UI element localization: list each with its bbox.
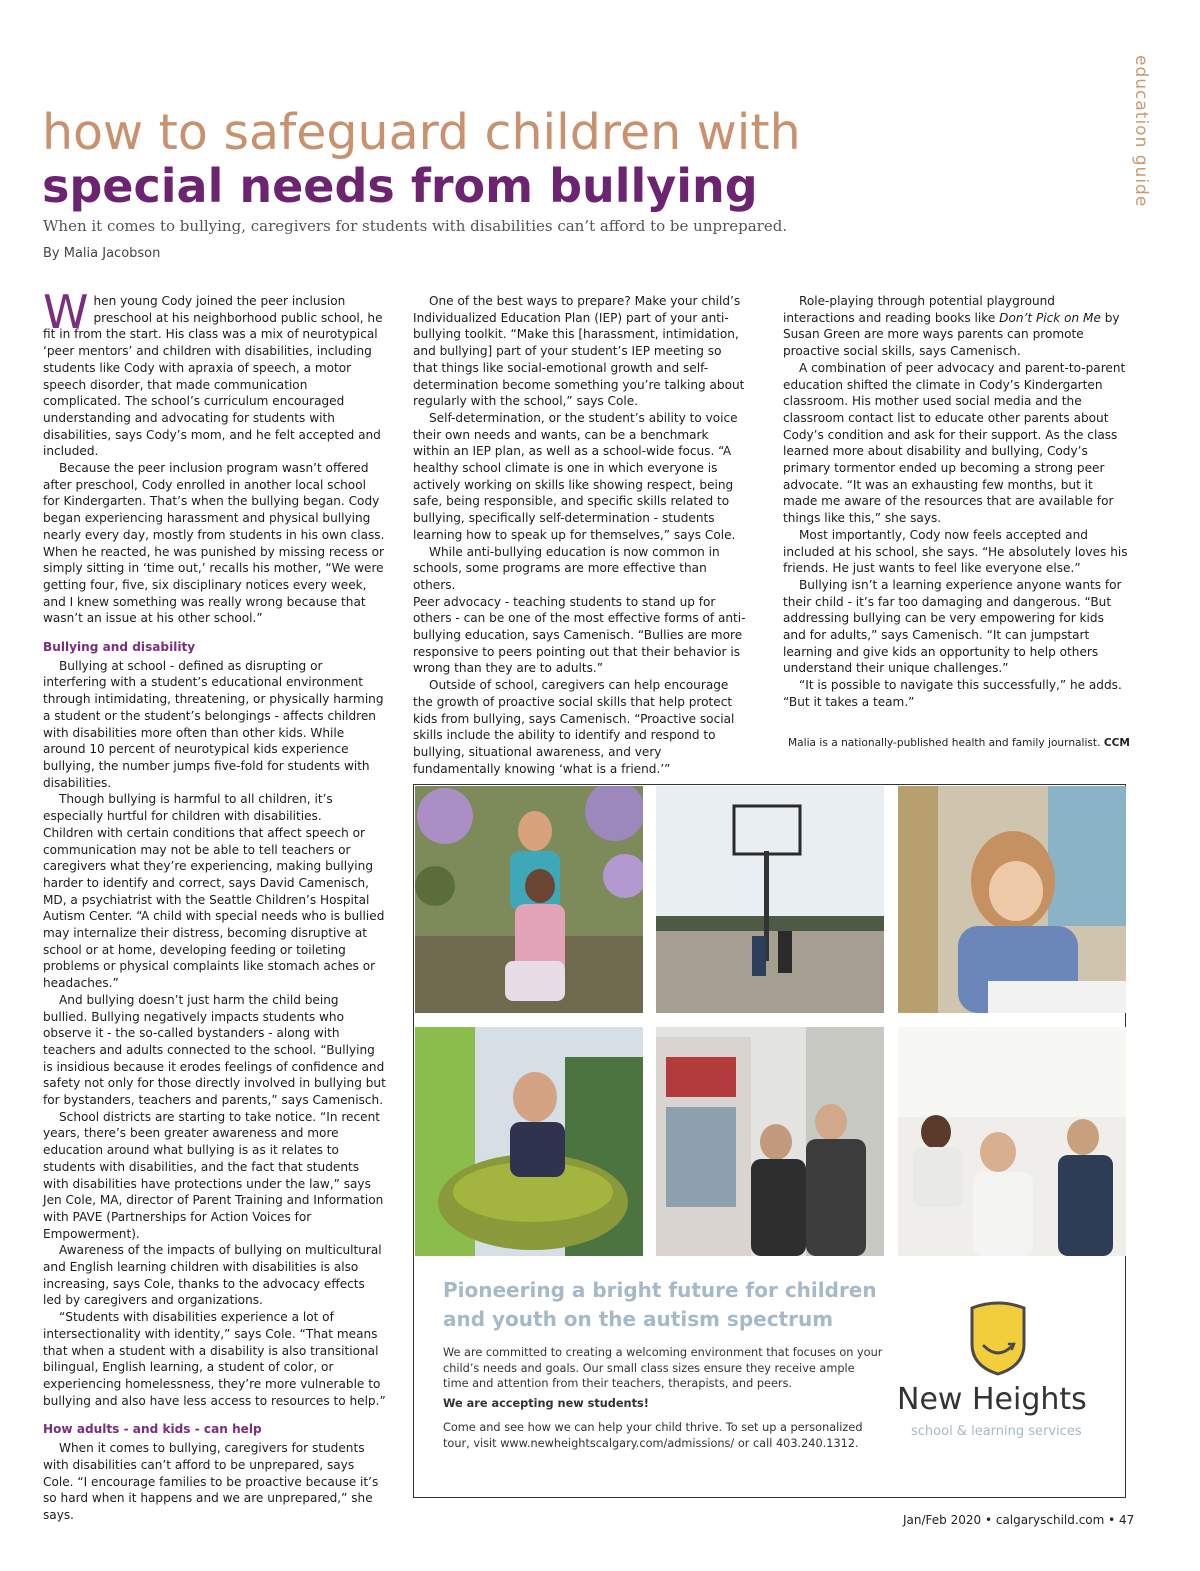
paragraph: Peer advocacy - teaching students to stand up for others - can be one of the most effective forms of anti-bullying education, says Camenisch. “Bullies are more responsive to peers pointing out that their behavior is wrong than they are to adults.” — [413, 594, 746, 676]
basketball-court-photo — [656, 786, 884, 1013]
article-column-3 — [783, 293, 1128, 711]
paragraph: While anti-bullying education is now common in schools, some programs are more effective than others. — [413, 544, 720, 592]
paragraph: Awareness of the impacts of bullying on multicultural and English learning children with disabilities is also increasing, says Cole, thanks to the advocacy effects led by caregivers and organizations. — [43, 1243, 382, 1308]
article-column-2 — [413, 293, 749, 777]
drop-cap: W — [43, 285, 89, 339]
ad-accepting-students: We are accepting new students! — [443, 1397, 649, 1410]
paragraph: One of the best ways to prepare? Make your child’s Individualized Education Plan (IEP) part of your anti-bullying toolkit. “Make this [harassment, intimidation, and bullying] part of your student’s IEP meeting so that things like social-emotional growth and self-determination become something you’re talking about regularly with the school,” says Cole. — [413, 294, 745, 409]
subheading-bullying-and-disability: Bullying and disability — [43, 640, 196, 655]
subheading-how-adults-can-help: How adults - and kids - can help — [43, 1422, 262, 1437]
paragraph: Most importantly, Cody now feels accepted and included at his school, she says. “He absolutely loves his friends. He just wants to feel like everyone else.” — [783, 527, 1128, 576]
page-footer: Jan/Feb 2020 • calgaryschild.com • 47 — [903, 1513, 1135, 1527]
paragraph: School districts are starting to take notice. “In recent years, there’s been greater awareness and more education around what bullying is as it relates to students with disabilities, and the fact that students with disabilities have protections under the law,” says Jen Cole, MA, director of Parent Training and Information with PAVE (Partnerships for Action Voices for Empowerment). — [43, 1109, 384, 1241]
article-title-line1: how to safeguard children with — [42, 104, 801, 161]
paragraph: Role-playing through potential playground interactions and reading books like Don’t Pick on Me by Susan Green are more ways parents can promote proactive social skills, says Camenisch. — [783, 294, 1120, 359]
paragraph: When young Cody joined the peer inclusion preschool at his neighborhood public school, he fit in from the start. His class was a mix of neurotypical ‘peer mentors’ and children with disabilities, including students like Cody with apraxia of speech, a motor speech disorder, that made communication complicated. The school’s curriculum encouraged understanding and advocating for students with disabilities, says Cody’s mom, and he felt accepted and included. — [43, 285, 383, 459]
paragraph: When it comes to bullying, caregivers for students with disabilities can’t afford to be unprepared, says Cole. “I encourage families to be proactive because it’s so hard when it happens and we are unprepared,” she says. — [43, 1441, 379, 1522]
article-deck: When it comes to bullying, caregivers for students with disabilities can’t afford to be unprepared. — [43, 217, 788, 235]
byline: By Malia Jacobson — [43, 246, 161, 261]
paragraph: Bullying at school - defined as disrupting or interfering with a student’s educational environment through intimidating, threatening, or physically harming a student or the student’s belongings - affects children with disabilities more often than other kids. While around 10 percent of neurotypical kids experience bullying, the number jumps five-fold for students with disabilities. — [43, 658, 384, 790]
paragraph: Though bullying is harmful to all children, it’s especially hurtful for children with disabilities. — [43, 792, 333, 824]
new-heights-shield-icon — [968, 1300, 1028, 1380]
paragraph: “It is possible to navigate this successfully,” he adds. “But it takes a team.” — [783, 678, 1122, 709]
paragraph: Bullying isn’t a learning experience anyone wants for their child - it’s far too damaging and dangerous. “But addressing bullying can be very empowering for kids and for adults,” says Camenisch. “It can jumpstart learning and give kids an opportunity to help others understand their unique challenges.” — [783, 577, 1122, 676]
paragraph: A combination of peer advocacy and parent-to-parent education shifted the climate in Cody’s Kindergarten classroom. His mother used social media and the classroom contact list to educate other parents about Cody’s condition and ask for their support. As the class learned more about disability and bullying, Cody’s primary tormentor ended up becoming a strong peer advocate. “It was an exhausting few months, but it made me aware of the resources that are available for things like this,” she says. — [783, 360, 1126, 526]
boy-on-swing-photo — [415, 1027, 643, 1256]
article-title-line2: special needs from bullying — [42, 159, 758, 213]
girl-drawing-photo — [898, 786, 1126, 1013]
ad-body-text: We are committed to creating a welcoming environment that focuses on your child’s needs and goals. Our small class sizes ensure they receive ample time and attention from their teachers, therapists, and peers. — [443, 1346, 883, 1390]
students-boarding-train-photo — [656, 1027, 884, 1256]
ad-contact-text: Come and see how we can help your child thrive. To set up a personalized tour, visit www.newheightscalgary.com/admissions/ or call 403.240.1312. — [443, 1421, 863, 1450]
paragraph: Because the peer inclusion program wasn’t offered after preschool, Cody enrolled in another local school for Kindergarten. That’s when the bullying began. Cody began experiencing harassment and physical bullying nearly every day, mostly from students in his own class. When he reacted, he was punished by missing recess or simply sitting in ‘time out,’ recalls his mother, “We were getting four, five, six disciplinary notices every week, and I knew something was really wrong because that wasn’t an issue at his other school.” — [43, 461, 385, 626]
paragraph: Self-determination, or the student’s ability to voice their own needs and wants, can be a benchmark within an IEP plan, as well as a school-wide focus. “A healthy school climate is one in which everyone is actively working on skills like showing respect, being safe, being responsible, and specific skills related to bullying, specifically self-determination - students learning how to speak up for themselves,” says Cole. — [413, 410, 738, 542]
new-heights-tagline: school & learning services — [911, 1424, 1082, 1439]
ad-headline: Pioneering a bright future for children and youth on the autism spectrum — [443, 1278, 877, 1331]
new-heights-logo-text: New Heights — [897, 1382, 1087, 1417]
author-bio: Malia is a nationally-published health and family journalist. CCM — [788, 737, 1130, 749]
book-title: Don’t Pick on Me — [999, 310, 1101, 325]
ccm-tag: CCM — [1103, 737, 1130, 749]
paragraph: Outside of school, caregivers can help encourage the growth of proactive social skills that help protect kids from bullying, says Camenisch. “Proactive social skills include the ability to identify and respond to bullying, situational awareness, and very fundamentally knowing ‘what is a friend.’” — [413, 678, 735, 776]
article-column-1 — [43, 285, 386, 1524]
paragraph: “Students with disabilities experience a lot of intersectionality with identity,” says Cole. “That means that when a student with a disability is also transitional bilingual, English learning, a student of color, or experiencing homelessness, they’re more vulnerable to bullying and also have less access to resources to help.” — [43, 1310, 386, 1408]
paragraph: Children with certain conditions that affect speech or communication may not be able to tell teachers or caregivers what they’re experiencing, making bullying harder to identify and correct, says David Camenisch, MD, a psychiatrist with the Seattle Children’s Hospital Autism Center. “A child with special needs who is bullied may internalize their distress, becoming disruptive at school or at home, developing feeding or toileting problems or physical complaints like stomach aches or headaches.” — [43, 825, 385, 991]
classroom-students-photo — [898, 1027, 1126, 1256]
paragraph: And bullying doesn’t just harm the child being bullied. Bullying negatively impacts students who observe it - the so-called bystanders - along with teachers and adults connected to the school. “Bullying is insidious because it erodes feelings of confidence and safety not only for those directly involved in bullying but for bystanders, teachers and parents,” says Camenisch. — [43, 992, 386, 1108]
section-label: education guide — [1131, 55, 1151, 208]
girls-in-garden-photo — [415, 786, 643, 1013]
